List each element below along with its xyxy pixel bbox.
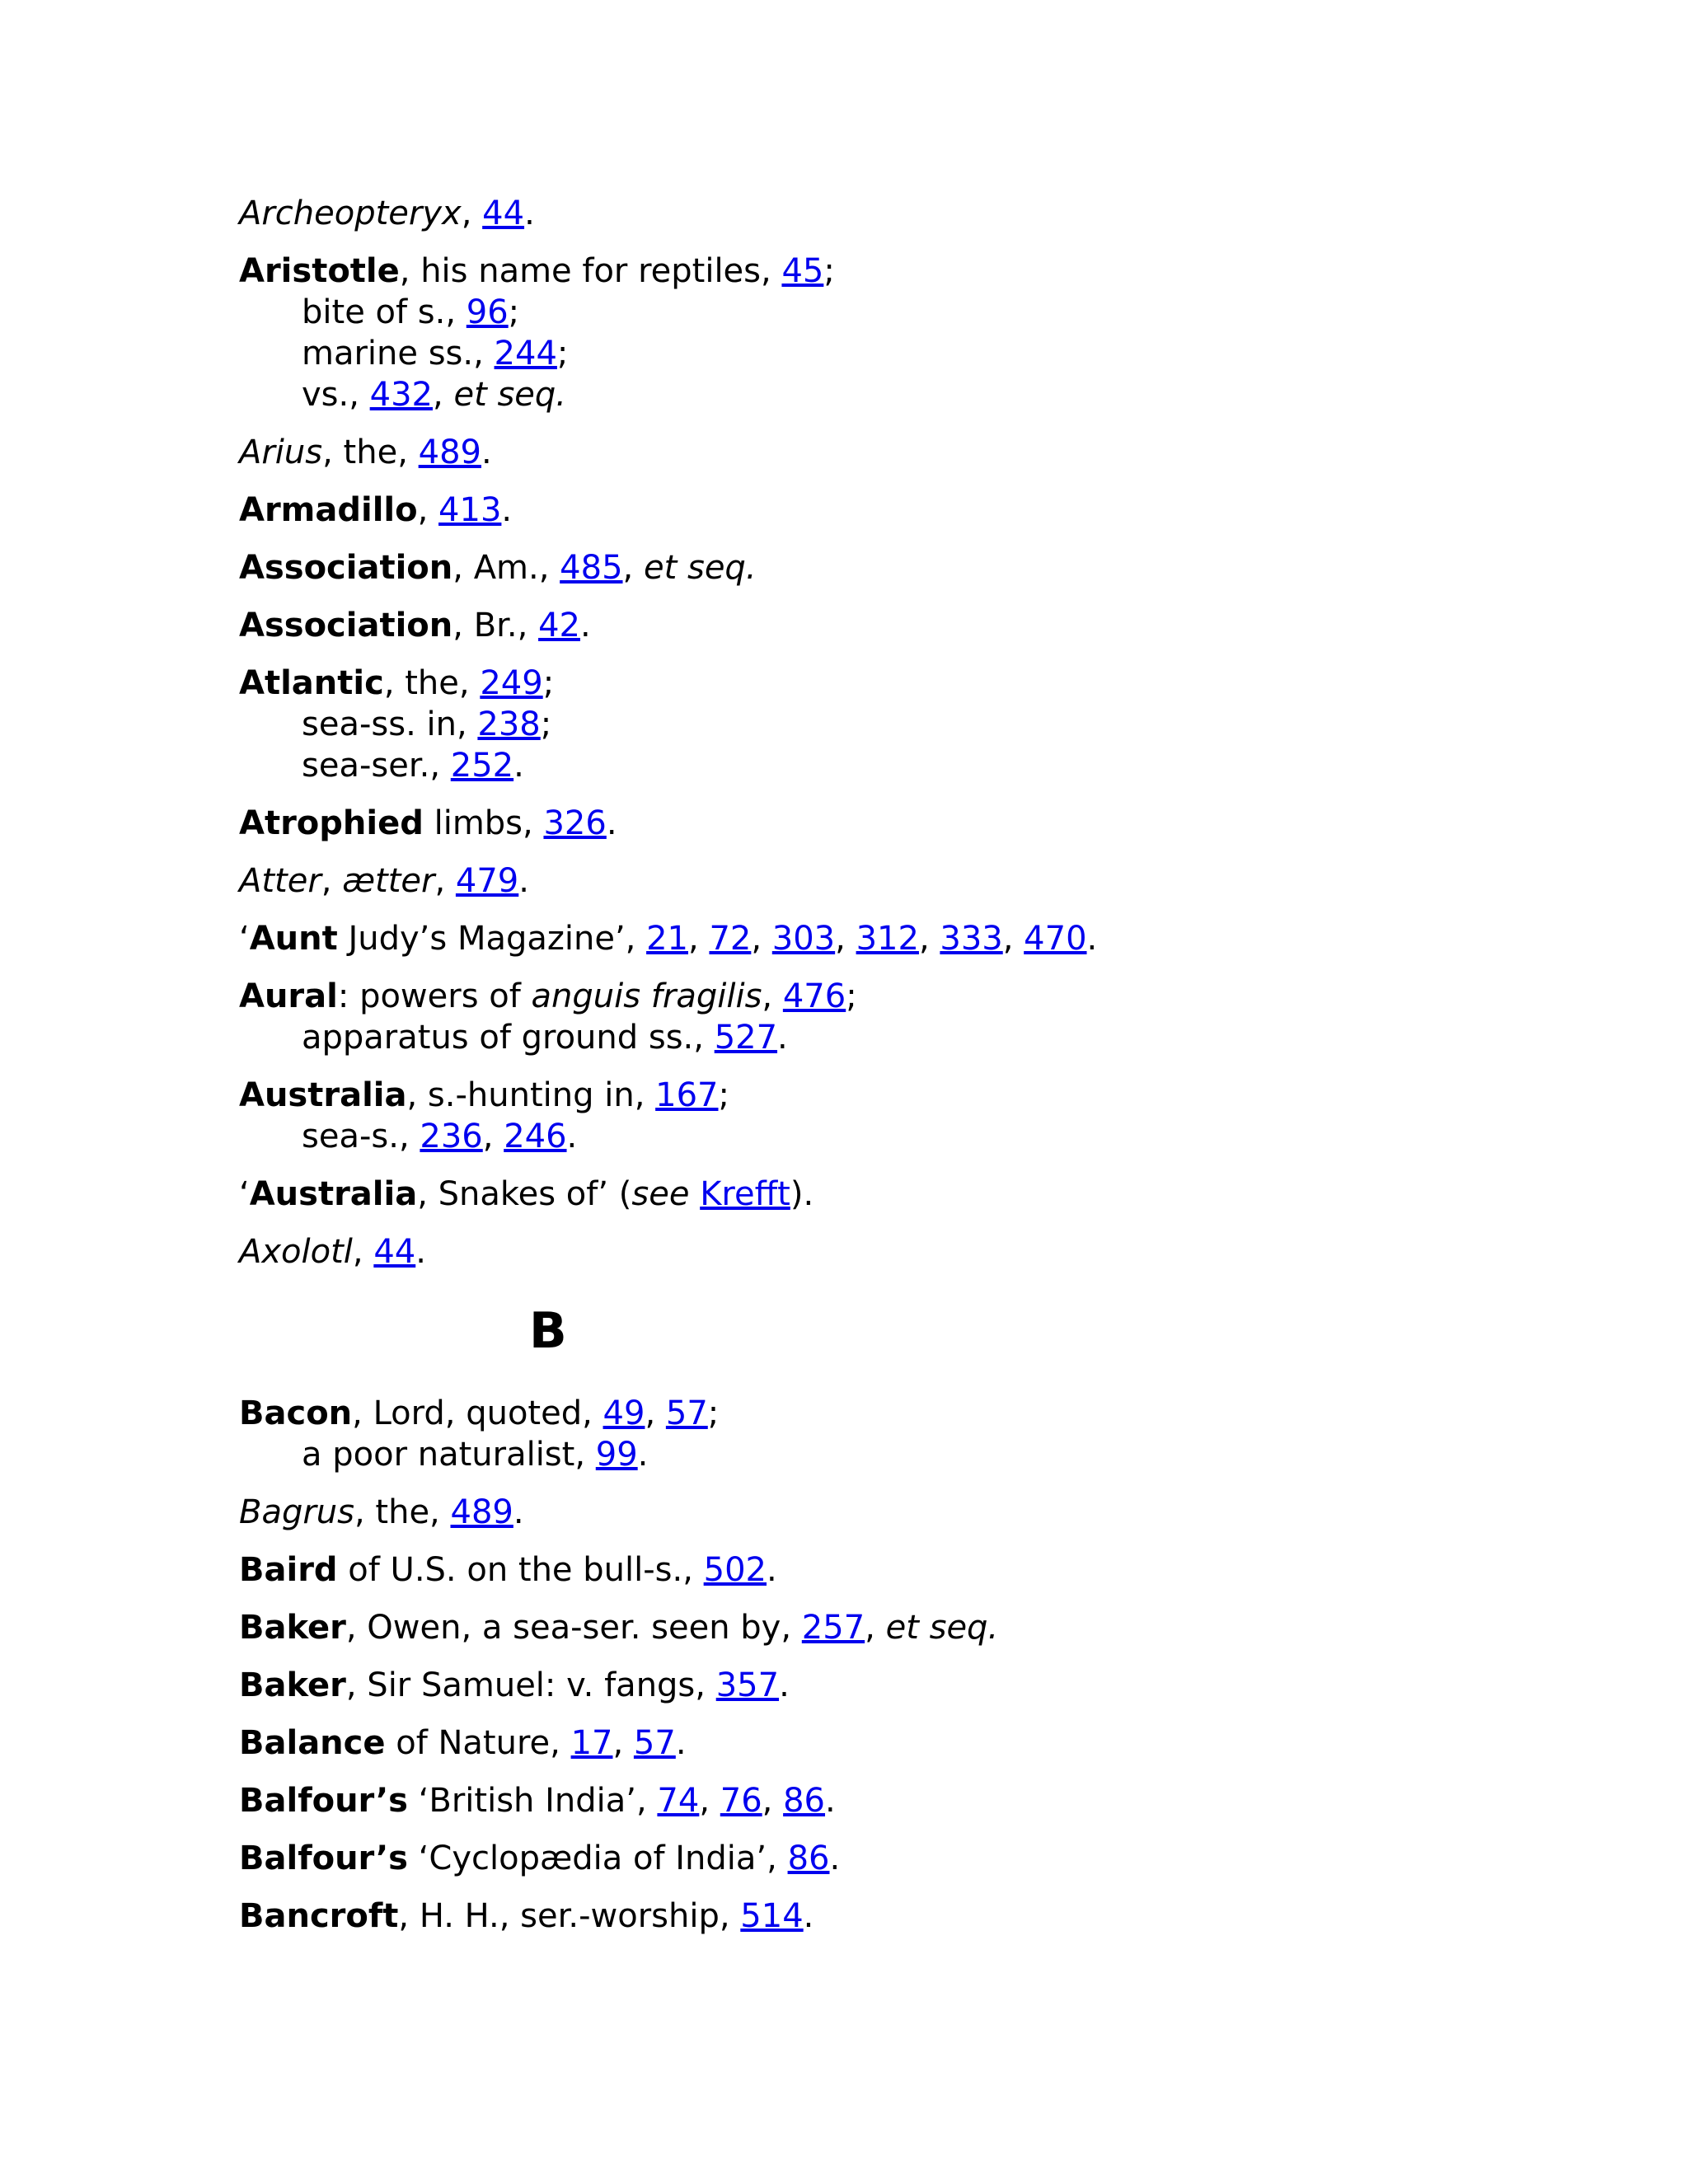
entry-text: a poor naturalist,	[302, 1436, 596, 1474]
entry-text: ,	[321, 862, 343, 900]
entry-text: ,	[835, 920, 856, 958]
page-reference-link[interactable]: 57	[633, 1724, 676, 1762]
page-reference-link[interactable]: 44	[373, 1233, 416, 1271]
index-entry	[239, 490, 1688, 531]
index-entry-line	[239, 251, 1688, 292]
page-reference-link[interactable]: 476	[782, 977, 846, 1015]
italic-text: et seq.	[885, 1609, 999, 1647]
entry-text: .	[777, 1019, 788, 1057]
index-entry-line	[239, 1780, 1688, 1821]
entry-text: , Br.,	[452, 607, 539, 644]
entry-text: Judy’s Magazine’,	[337, 920, 647, 958]
page-reference-link[interactable]: 479	[455, 862, 519, 900]
index-entry	[239, 1896, 1688, 1937]
page-reference-link[interactable]: 238	[477, 705, 541, 743]
entry-text: vs.,	[302, 376, 370, 414]
entry-headword: Aural	[239, 977, 338, 1015]
page-reference-link[interactable]: 99	[595, 1436, 638, 1474]
entry-text: .	[501, 491, 513, 529]
entry-text: limbs,	[423, 804, 544, 842]
entry-text: ;	[542, 664, 555, 702]
entry-text: ‘	[239, 920, 250, 958]
entry-text: : powers of	[337, 977, 532, 1015]
entry-text: , Am.,	[452, 549, 560, 587]
page-reference-link[interactable]: 246	[504, 1118, 567, 1155]
entry-headword: Bacon	[239, 1394, 353, 1432]
entry-headword: Bancroft	[239, 1897, 399, 1935]
italic-text: et seq.	[453, 376, 567, 414]
entry-text: ‘Cyclopædia of India’,	[407, 1840, 788, 1877]
entry-text: sea-s.,	[302, 1118, 420, 1155]
entry-text: ,	[918, 920, 940, 958]
index-entry	[239, 547, 1688, 588]
index-entry	[239, 432, 1688, 473]
entry-text: ;	[718, 1076, 729, 1114]
page-reference-link[interactable]: 432	[369, 376, 434, 414]
entry-text: .	[829, 1840, 841, 1877]
page-reference-link[interactable]: 413	[438, 491, 502, 529]
page-reference-link[interactable]: 45	[781, 252, 824, 290]
entry-text: , Snakes of’ (	[417, 1175, 632, 1213]
entry-text: ;	[823, 252, 835, 290]
entry-text: ,	[1002, 920, 1025, 958]
index-entry-line	[239, 193, 1688, 234]
page-reference-link[interactable]: Krefft	[700, 1175, 790, 1213]
entry-headword: Balfour’s	[239, 1840, 408, 1877]
page-reference-link[interactable]: 514	[740, 1897, 804, 1935]
entry-text: ;	[540, 705, 552, 743]
entry-text: ,	[865, 1609, 886, 1647]
page-reference-link[interactable]: 17	[570, 1724, 613, 1762]
index-entry-line	[239, 663, 1688, 704]
italic-text: Axolotl	[239, 1233, 353, 1271]
index-entry	[239, 1231, 1688, 1272]
entry-headword: Balance	[239, 1724, 386, 1762]
entry-text: ,	[434, 862, 456, 900]
entry-text: .	[1086, 920, 1098, 958]
page-reference-link[interactable]: 252	[450, 747, 514, 785]
page-reference-link[interactable]: 489	[418, 434, 481, 471]
entry-text: ,	[433, 376, 454, 414]
entry-text: ;	[508, 293, 520, 331]
index-entry-line	[239, 1607, 1688, 1648]
entry-text: .	[566, 1118, 578, 1155]
entry-text: , Owen, a sea-ser. seen by,	[345, 1609, 802, 1647]
italic-text: ætter	[342, 862, 435, 900]
page-reference-link[interactable]: 74	[657, 1782, 700, 1820]
index-entry-line	[239, 1665, 1688, 1706]
page-reference-link[interactable]: 326	[543, 804, 607, 842]
index-entry	[239, 1174, 1688, 1215]
entry-text: ,	[622, 549, 644, 587]
index-entry	[239, 1780, 1688, 1821]
page-reference-link[interactable]: 333	[940, 920, 1003, 958]
entry-headword: Aunt	[249, 920, 338, 958]
index-subentry-line	[239, 1116, 1688, 1157]
entry-text: .	[675, 1724, 687, 1762]
page-reference-link[interactable]: 527	[714, 1019, 778, 1057]
entry-headword: Armadillo	[239, 491, 418, 529]
entry-text: ,	[482, 1118, 504, 1155]
index-entry-line	[239, 1231, 1688, 1272]
entry-text: ‘British India’,	[407, 1782, 658, 1820]
index-entry	[239, 663, 1688, 786]
index-entry-line	[239, 803, 1688, 844]
entry-text: ‘	[239, 1175, 250, 1213]
page-reference-link[interactable]: 485	[560, 549, 623, 587]
entry-headword: Atrophied	[239, 804, 424, 842]
index-subentry-line	[239, 704, 1688, 745]
index-entry-line	[239, 1722, 1688, 1764]
index-entry	[239, 1393, 1688, 1475]
entry-text: .	[518, 862, 529, 900]
page-reference-link[interactable]: 236	[420, 1118, 483, 1155]
entry-text: ,	[699, 1782, 720, 1820]
page-reference-link[interactable]: 357	[715, 1666, 780, 1704]
index-entry	[239, 193, 1688, 234]
entry-text: , the,	[354, 1493, 451, 1531]
page-reference-link[interactable]: 44	[482, 194, 525, 232]
entry-headword: Association	[239, 549, 453, 587]
entry-text: ,	[751, 920, 772, 958]
entry-text: ,	[417, 491, 439, 529]
entry-text: .	[524, 194, 535, 232]
entry-text: ;	[556, 335, 569, 373]
page-reference-link[interactable]: 312	[856, 920, 919, 958]
entry-text: apparatus of ground ss.,	[302, 1019, 715, 1057]
index-entry-line	[239, 1838, 1688, 1879]
italic-text: et seq.	[643, 549, 757, 587]
entry-text: , the,	[322, 434, 419, 471]
index-entry-line	[239, 976, 1688, 1017]
page-reference-link[interactable]: 249	[480, 664, 543, 702]
entry-text: , Sir Samuel: v. fangs,	[345, 1666, 716, 1704]
page-reference-link[interactable]: 86	[783, 1782, 826, 1820]
entry-headword: Baird	[239, 1551, 338, 1589]
entry-text: , his name for reptiles,	[399, 252, 782, 290]
index-entry	[239, 1549, 1688, 1591]
entry-text: of Nature,	[385, 1724, 571, 1762]
entry-text: marine ss.,	[302, 335, 495, 373]
italic-text: see	[631, 1175, 690, 1213]
page-reference-link[interactable]: 49	[603, 1394, 645, 1432]
italic-text: Bagrus	[239, 1493, 354, 1531]
entry-text: ,	[612, 1724, 634, 1762]
entry-text: .	[481, 434, 492, 471]
entry-text: , H. H., ser.-worship,	[398, 1897, 741, 1935]
entry-headword: Baker	[239, 1609, 346, 1647]
page-reference-link[interactable]: 489	[450, 1493, 513, 1531]
index-entry	[239, 803, 1688, 844]
index-entry	[239, 1838, 1688, 1879]
index-entry	[239, 860, 1688, 902]
entry-text: ).	[790, 1175, 814, 1213]
page-reference-link[interactable]: 244	[494, 335, 557, 373]
index-entry-line	[239, 547, 1688, 588]
index-subentry-line	[239, 374, 1688, 415]
index-subentry-line	[239, 1434, 1688, 1475]
entry-text: ,	[688, 920, 710, 958]
entry-headword: Aristotle	[239, 252, 400, 290]
entry-text: , s.-hunting in,	[406, 1076, 656, 1114]
page-reference-link[interactable]: 303	[771, 920, 836, 958]
page-reference-link[interactable]: 76	[720, 1782, 762, 1820]
entry-headword: Atlantic	[239, 664, 384, 702]
entry-text: of U.S. on the bull-s.,	[337, 1551, 704, 1589]
entry-text: .	[513, 747, 524, 785]
entry-text: ,	[762, 977, 783, 1015]
index-entry	[239, 1607, 1688, 1648]
entry-headword: Baker	[239, 1666, 346, 1704]
index-entry-line	[239, 605, 1688, 646]
entry-text	[689, 1175, 700, 1213]
index-entry	[239, 1665, 1688, 1706]
entry-headword: Balfour’s	[239, 1782, 408, 1820]
page-reference-link[interactable]: 96	[466, 293, 509, 331]
index-entry	[239, 918, 1688, 959]
index-entry	[239, 251, 1688, 415]
entry-headword: Association	[239, 607, 453, 644]
entry-text: ;	[707, 1394, 720, 1432]
index-entry-line	[239, 1549, 1688, 1591]
entry-text: .	[767, 1551, 777, 1589]
index-entry-line	[239, 918, 1688, 959]
page-reference-link[interactable]: 502	[703, 1551, 767, 1589]
section-letter-heading: B	[529, 1302, 567, 1360]
index-entry	[239, 605, 1688, 646]
entry-text: ,	[762, 1782, 784, 1820]
index-entry-line	[239, 432, 1688, 473]
entry-text: , Lord, quoted,	[352, 1394, 603, 1432]
entry-text: sea-ser.,	[302, 747, 451, 785]
index-entry-line	[239, 860, 1688, 902]
index-subentry-line	[239, 333, 1688, 374]
entry-text: .	[606, 804, 617, 842]
index-subentry-line	[239, 292, 1688, 333]
page-reference-link[interactable]: 72	[709, 920, 752, 958]
italic-text: Archeopteryx	[239, 194, 462, 232]
index-entry	[239, 1075, 1688, 1157]
page-reference-link[interactable]: 167	[655, 1076, 719, 1114]
entry-text: .	[513, 1493, 524, 1531]
index-entry-line	[239, 1896, 1688, 1937]
entry-headword: Australia	[249, 1175, 418, 1213]
entry-text: bite of s.,	[302, 293, 467, 331]
index-entry-line	[239, 1075, 1688, 1116]
index-entry	[239, 976, 1688, 1058]
entry-text: sea-ss. in,	[302, 705, 478, 743]
entry-text: .	[825, 1782, 836, 1820]
page-reference-link[interactable]: 42	[538, 607, 580, 644]
entry-text: .	[415, 1233, 426, 1271]
entry-text: .	[779, 1666, 790, 1704]
entry-headword: Australia	[239, 1076, 407, 1114]
index-entry-line	[239, 1174, 1688, 1215]
entry-text: ;	[846, 977, 857, 1015]
entry-text: .	[803, 1897, 814, 1935]
page-reference-link[interactable]: 470	[1024, 920, 1087, 958]
entry-text: ,	[352, 1233, 374, 1271]
italic-text: Arius	[239, 434, 323, 471]
entry-text: , the,	[383, 664, 481, 702]
index-entry	[239, 1492, 1688, 1533]
entry-text: ,	[461, 194, 483, 232]
page-reference-link[interactable]: 57	[665, 1394, 708, 1432]
entry-text: .	[637, 1436, 649, 1474]
index-entry-line	[239, 490, 1688, 531]
index-entry	[239, 1722, 1688, 1764]
italic-text: Atter	[239, 862, 321, 900]
page-reference-link[interactable]: 257	[801, 1609, 865, 1647]
page-reference-link[interactable]: 86	[787, 1840, 830, 1877]
entry-text: ,	[645, 1394, 666, 1432]
entry-text: .	[579, 607, 591, 644]
index-subentry-line	[239, 745, 1688, 786]
index-subentry-line	[239, 1017, 1688, 1058]
index-entry-line	[239, 1393, 1688, 1434]
index-entry-line	[239, 1492, 1688, 1533]
page-reference-link[interactable]: 21	[646, 920, 688, 958]
italic-text: anguis fragilis	[531, 977, 762, 1015]
